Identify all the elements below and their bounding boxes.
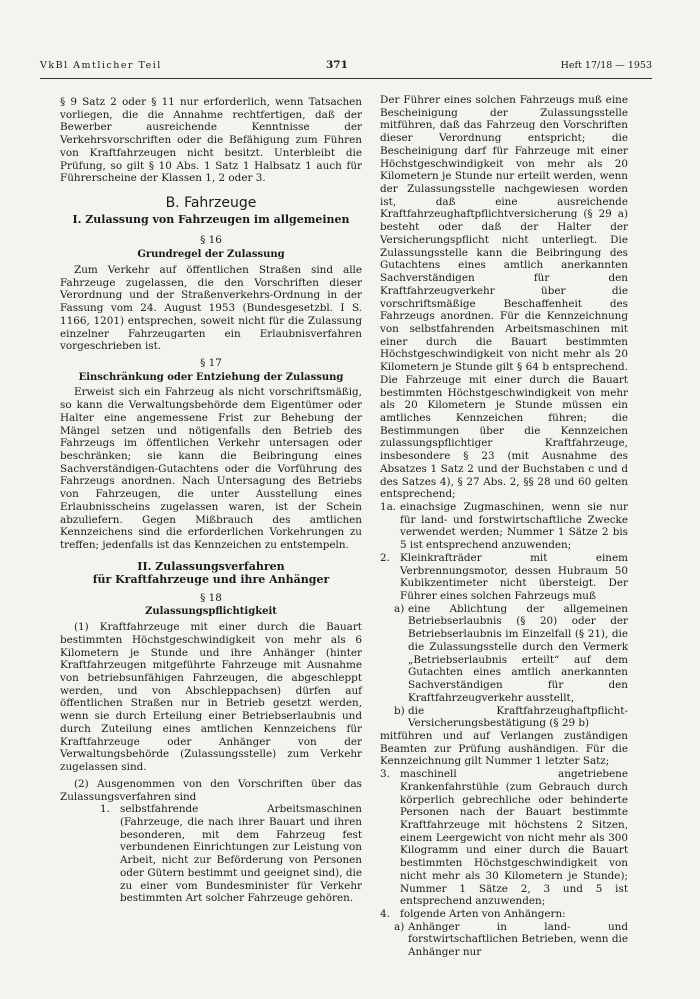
issue-label: Heft 17/18 — 1953 <box>560 60 652 71</box>
list-item <box>380 908 628 921</box>
left-column <box>60 96 362 905</box>
list-item-number: 2. <box>380 551 390 564</box>
list-item-text: Kleinkrafträder mit einem Verbrennungsmotor, dessen Hubraum 50 Kubikzentimeter nicht übersteigt. Der Führer eines solchen Fahrzeugs muß <box>400 551 628 603</box>
intro-paragraph: § 9 Satz 2 oder § 11 nur erforderlich, wenn Tatsachen vorliegen, die die Annahme rechtfertigen, daß der Bewerber ausreichende Kenntnisse der Verkehrsvorschriften oder die Befähigung zum Führen von Kraftfahrzeugen nicht besitzt. Unterbleibt die Prüfung, so gilt § 10 Abs. 1 Satz 1 Halbsatz 1 auch für Führerscheine der Klassen 1, 2 oder 3. <box>60 96 362 185</box>
sub-list-item <box>394 603 628 705</box>
paragraph-16-text: Zum Verkehr auf öffentlichen Straßen sind alle Fahrzeuge zugelassen, die den Vorschriften dieser Verordnung und der Straßenverkehrs-Ordnung in der Fassung vom 24. August 1953 (Bundesgesetzbl. I S. 1166, 1201) entsprechen, soweit nicht für die Zulassung einzelner Fahrzeugarten ein Erlaubnisverfahren vorgeschrieben ist. <box>60 263 362 353</box>
paragraph-18-number: § 18 <box>200 591 222 604</box>
section-ii-heading-line1: II. Zulassungsverfahren <box>137 559 285 573</box>
paragraph-17-text: Erweist sich ein Fahrzeug als nicht vorschriftsmäßig, so kann die Verwaltungsbehörde dem Eigentümer oder Halter eine angemessene Frist zur Behebung der Mängel setzen und nötigenfalls den Betrieb des Fahrzeugs im öffentlichen Verkehr untersagen oder beschränken; sie kann die Beibringung eines Sachverständigen-Gutachtens oder die Vorführung des Fahrzeugs anordnen. Nach Untersagung des Betriebs von Fahrzeugen, die unter Ausstellung eines Erlaubnisscheins zugelassen waren, ist der Schein abzuliefern. Gegen Mißbrauch des amtlichen Kennzeichens sind die erforderlichen Vorkehrungen zu treffen; jedenfalls ist das Kennzeichen zu entstempeln. <box>60 386 362 551</box>
sub-list-item-letter: a) <box>394 602 405 615</box>
section-b-heading: B. Fahrzeuge <box>165 195 257 212</box>
section-i-heading: I. Zulassung von Fahrzeugen im allgemeinen <box>72 212 350 226</box>
list-item-text: folgende Arten von Anhängern: <box>400 908 566 920</box>
page-number: 371 <box>326 59 348 71</box>
list-item <box>380 501 628 552</box>
paragraph-18-subsection-2: (2) Ausgenommen von den Vorschriften über das Zulassungsverfahren sind <box>60 777 362 803</box>
journal-title: VkBl Amtlicher Teil <box>40 60 162 71</box>
paragraph-17-title: Einschränkung oder Entziehung der Zulassung <box>78 371 344 383</box>
paragraph-18-subsection-1: (1) Kraftfahrzeuge mit einer durch die Bauart bestimmten Höchstgeschwindigkeit von mehr als 6 Kilometern je Stunde und ihre Anhänger (hinter Kraftfahrzeugen mitgeführte Fahrzeuge mit Ausnahme von betriebsunfähigen Fahrzeugen, die abgeschleppt werden, und von Abschleppachsen) dürfen auf öffentlichen Straßen nur in Betrieb gesetzt werden, wenn sie durch Erteilung einer Betriebserlaubnis und durch Zuteilung eines amtlichen Kennzeichens für Kraftfahrzeuge oder Anhänger von der Verwaltungsbehörde (Zulassungsstelle) zum Verkehr zugelassen sind. <box>60 621 362 774</box>
sub-list-item-letter: b) <box>394 704 405 717</box>
sub-list-item <box>394 921 628 959</box>
paragraph-16-number: § 16 <box>200 234 222 247</box>
item-2-continuation: mitführen und auf Verlangen zuständigen Beamten zur Prüfung aushändigen. Für die Kennzeichnung gilt Nummer 1 letzter Satz; <box>380 729 628 768</box>
section-ii-heading <box>60 560 362 586</box>
sub-list-item-text: die Kraftfahrzeughaftpflicht-Versicherungsbestätigung (§ 29 b) <box>408 704 628 730</box>
list-item-text: einachsige Zugmaschinen, wenn sie nur für land- und forstwirtschaftliche Zwecke verwendet werden; Nummer 1 Sätze 2 bis 5 ist entsprechend anzuwenden; <box>400 501 628 552</box>
sub-list-item-letter: a) <box>394 920 405 933</box>
list-item-number: 3. <box>380 768 390 781</box>
page-header <box>40 60 652 74</box>
list-item-number: 4. <box>380 908 390 920</box>
section-ii-heading-line2: für Kraftfahrzeuge und ihre Anhänger <box>92 572 330 586</box>
paragraph-17-number: § 17 <box>200 356 222 369</box>
list-item-number: 1. <box>100 803 110 816</box>
paragraph-16-title: Grundregel der Zulassung <box>137 249 285 261</box>
sub-list-item-text: eine Ablichtung der allgemeinen Betriebserlaubnis (§ 20) oder der Betriebserlaubnis im Einzelfall (§ 21), die die Zulassungsstelle durch den Vermerk „Betriebserlaubnis erteilt“ auf dem Gutachten eines amtlich anerkannten Sachverständigen für den Kraftfahrzeugverkehr ausstellt, <box>408 602 628 704</box>
right-column <box>380 94 628 959</box>
sub-list-item-text: Anhänger in land- und forstwirtschaftlichen Betrieben, wenn die Anhänger nur <box>408 920 628 959</box>
sub-list-item <box>394 705 628 730</box>
header-rule <box>40 78 652 79</box>
list-item-number: 1a. <box>380 501 397 513</box>
list-item-text: maschinell angetriebene Krankenfahrstühle (zum Gebrauch durch körperlich gebrechliche oder behinderte Personen nach der Bauart bestimmte Kraftfahrzeuge mit höchstens 2 Sitzen, einem Leergewicht von nicht mehr als 300 Kilogramm und einer durch die Bauart bestimmten Höchstgeschwindigkeit von nicht mehr als 30 Kilometern je Stunde); Nummer 1 Sätze 2, 3 und 5 ist entsprechend anzuwenden; <box>400 768 628 908</box>
list-item-text: selbstfahrende Arbeitsmaschinen (Fahrzeuge, die nach ihrer Bauart und ihren besonderen, mit dem Fahrzeug fest verbundenen Einrichtungen zur Leistung von Arbeit, nicht zur Beförderung von Personen oder Gütern bestimmt und geeignet sind), die zu einer vom Bundesminister für Verkehr bestimmten Art solcher Fahrzeuge gehören. <box>120 803 362 905</box>
list-item <box>380 552 628 603</box>
paragraph-18-title: Zulassungspflichtigkeit <box>145 606 277 618</box>
item-1-continuation: Der Führer eines solchen Fahrzeugs muß eine Bescheinigung der Zulassungsstelle mitführen, daß das Fahrzeug den Vorschriften dieser Verordnung entspricht; die Bescheinigung darf für Fahrzeuge mit einer Höchstgeschwindigkeit von mehr als 20 Kilometern je Stunde nur erteilt werden, wenn der Zulassungsstelle nachgewiesen worden ist, daß eine ausreichende Kraftfahrzeughaftpflichtversicherung (§ 29 a) besteht oder daß der Halter der Versicherungspflicht nicht unterliegt. Die Zulassungsstelle kann die Beibringung des Gutachtens eines amtlich anerkannten Sachverständigen für den Kraftfahrzeugverkehr über die vorschriftsmäßige Beschaffenheit des Fahrzeugs anordnen. Für die Kennzeichnung von selbstfahrenden Arbeitsmaschinen mit einer durch die Bauart bestimmten Höchstgeschwindigkeit von nicht mehr als 20 Kilometern je Stunde gilt § 64 b entsprechend. Die Fahrzeuge mit einer durch die Bauart bestimmten Höchstgeschwindigkeit von mehr als 20 Kilometern je Stunde müssen ein amtliches Kennzeichen führen; die Bestimmungen über die Kennzeichen zulassungspflichtiger Kraftfahrzeuge, insbesondere § 23 (mit Ausnahme des Absatzes 1 Satz 2 und der Buchstaben c und d des Satzes 4), § 27 Abs. 2, §§ 28 und 60 gelten entsprechend; <box>380 94 628 501</box>
list-item <box>380 768 628 908</box>
list-item <box>100 803 362 905</box>
